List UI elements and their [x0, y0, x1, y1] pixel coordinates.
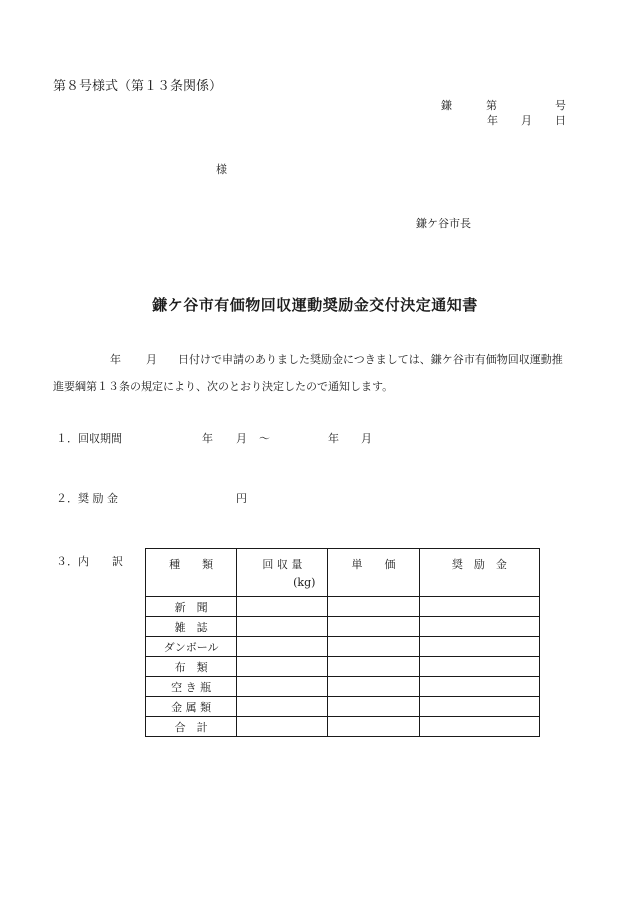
doc-number-go: 号: [555, 99, 566, 112]
grant-yen: 円: [236, 492, 247, 505]
table-row: [146, 697, 540, 717]
cell: [237, 717, 328, 737]
period-tilde: ～: [259, 432, 270, 445]
breakdown-label-2: 訳: [112, 555, 123, 568]
cell: [328, 657, 419, 677]
table-header-row: [146, 549, 540, 597]
cell: [419, 597, 539, 617]
cell: [237, 657, 328, 677]
cell: [419, 677, 539, 697]
header-unit-price: 単 価: [328, 549, 419, 597]
header-type: 種 類: [146, 549, 237, 597]
table-row: [146, 717, 540, 737]
body-month: 月: [146, 353, 157, 366]
grant-label: ２．奨 励 金: [56, 492, 118, 505]
cell: [237, 697, 328, 717]
doc-number-dai: 第: [486, 99, 497, 112]
document-title: 鎌ケ谷市有価物回収運動奨励金交付決定通知書: [152, 296, 478, 314]
table-row: [146, 677, 540, 697]
unit-kg: (kg): [293, 576, 316, 589]
date-month: 月: [521, 114, 532, 127]
period-start-year: 年: [202, 432, 213, 445]
period-end-year: 年: [328, 432, 339, 445]
cell: [237, 617, 328, 637]
header-quantity: 回 収 量 (kg): [237, 549, 328, 597]
row-label: ダンボール: [146, 637, 237, 657]
body-year: 年: [110, 353, 121, 366]
cell: [328, 697, 419, 717]
table-row: [146, 637, 540, 657]
row-label: 布 類: [146, 657, 237, 677]
recipient-suffix: 様: [216, 163, 227, 176]
cell: [328, 617, 419, 637]
table-row: [146, 617, 540, 637]
cell: [237, 637, 328, 657]
row-label: 新 聞: [146, 597, 237, 617]
date-day: 日: [555, 114, 566, 127]
period-label: １．回収期間: [56, 432, 122, 445]
cell: [328, 677, 419, 697]
breakdown-label: ３．内: [56, 555, 89, 568]
period-end-month: 月: [361, 432, 372, 445]
cell: [237, 597, 328, 617]
cell: [419, 617, 539, 637]
cell: [419, 637, 539, 657]
header-grant: 奨 励 金: [419, 549, 539, 597]
table-row: [146, 597, 540, 617]
row-label: 合 計: [146, 717, 237, 737]
cell: [419, 717, 539, 737]
row-label: 雑 誌: [146, 617, 237, 637]
form-number: 第８号様式（第１３条関係）: [53, 79, 223, 94]
date-year: 年: [487, 114, 498, 127]
cell: [237, 677, 328, 697]
doc-number-prefix: 鎌: [441, 99, 452, 112]
row-label: 空 き 瓶: [146, 677, 237, 697]
cell: [328, 717, 419, 737]
cell: [419, 697, 539, 717]
issuer: 鎌ケ谷市長: [416, 217, 471, 230]
breakdown-table: [145, 548, 540, 737]
body-line1: 日付けで申請のありました奨励金につきましては、鎌ケ谷市有価物回収運動推: [178, 353, 563, 366]
period-start-month: 月: [236, 432, 247, 445]
row-label: 金 属 類: [146, 697, 237, 717]
table-row: [146, 657, 540, 677]
cell: [328, 597, 419, 617]
cell: [419, 657, 539, 677]
body-line2: 進要綱第１３条の規定により、次のとおり決定したので通知します。: [53, 380, 394, 393]
cell: [328, 637, 419, 657]
